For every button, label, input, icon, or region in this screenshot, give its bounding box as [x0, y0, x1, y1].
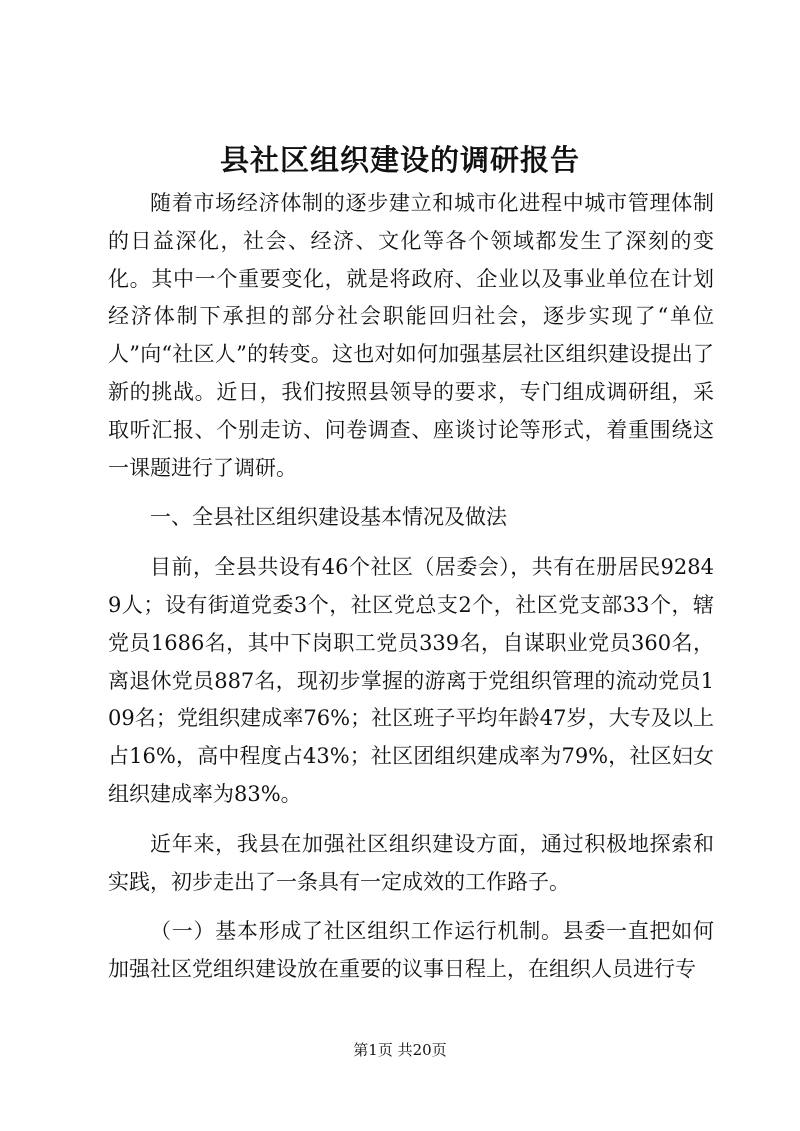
document-title: 县社区组织建设的调研报告	[219, 143, 580, 177]
paragraph-gap	[108, 901, 714, 913]
paragraph-gap	[108, 537, 714, 549]
section-heading: 一、全县社区组织建设基本情况及做法	[150, 505, 507, 530]
paragraph-subsection-one: （一）基本形成了社区组织工作运行机制。县委一直把如何加强社区党组织建设放在重要的议事日程上，在组织人员进行专	[108, 919, 714, 982]
paragraph-gap	[108, 487, 714, 499]
paragraph-intro: 随着市场经济体制的逐步建立和城市化进程中城市管理体制的日益深化，社会、经济、文化等各个领域都发生了深刻的变化。其中一个重要变化，就是将政府、企业以及事业单位在计划经济体制下承担的部分社会职能回归社会，逐步实现了“单位人”向“社区人”的转变。这也对如何加强基层社区组织建设提出了新的挑战。近日，我们按照县领导的要求，专门组成调研组，采取听汇报、个别走访、问卷调查、座谈讨论等形式，着重围绕这一课题进行了调研。	[108, 191, 714, 480]
page-number: 第1页 共20页	[353, 1041, 447, 1059]
paragraph-statistics: 目前，全县共设有46个社区（居委会），共有在册居民92849人；设有街道党委3个，社区党总支2个，社区党支部33个，辖党员1686名，其中下岗职工党员339名，自谋职业党员360名，离退休党员887名，现初步掌握的游离于党组织管理的流动党员109名；党组织建成率76%；社区班子平均年龄47岁，大专及以上占16%，高中程度占43%；社区团组织建成率为79%，社区妇女组织建成率为83%。	[108, 555, 714, 806]
paragraph-gap	[108, 814, 714, 826]
paragraph-summary: 近年来，我县在加强社区组织建设方面，通过积极地探索和实践，初步走出了一条具有一定成效的工作路子。	[108, 831, 714, 894]
document-body	[108, 185, 714, 989]
